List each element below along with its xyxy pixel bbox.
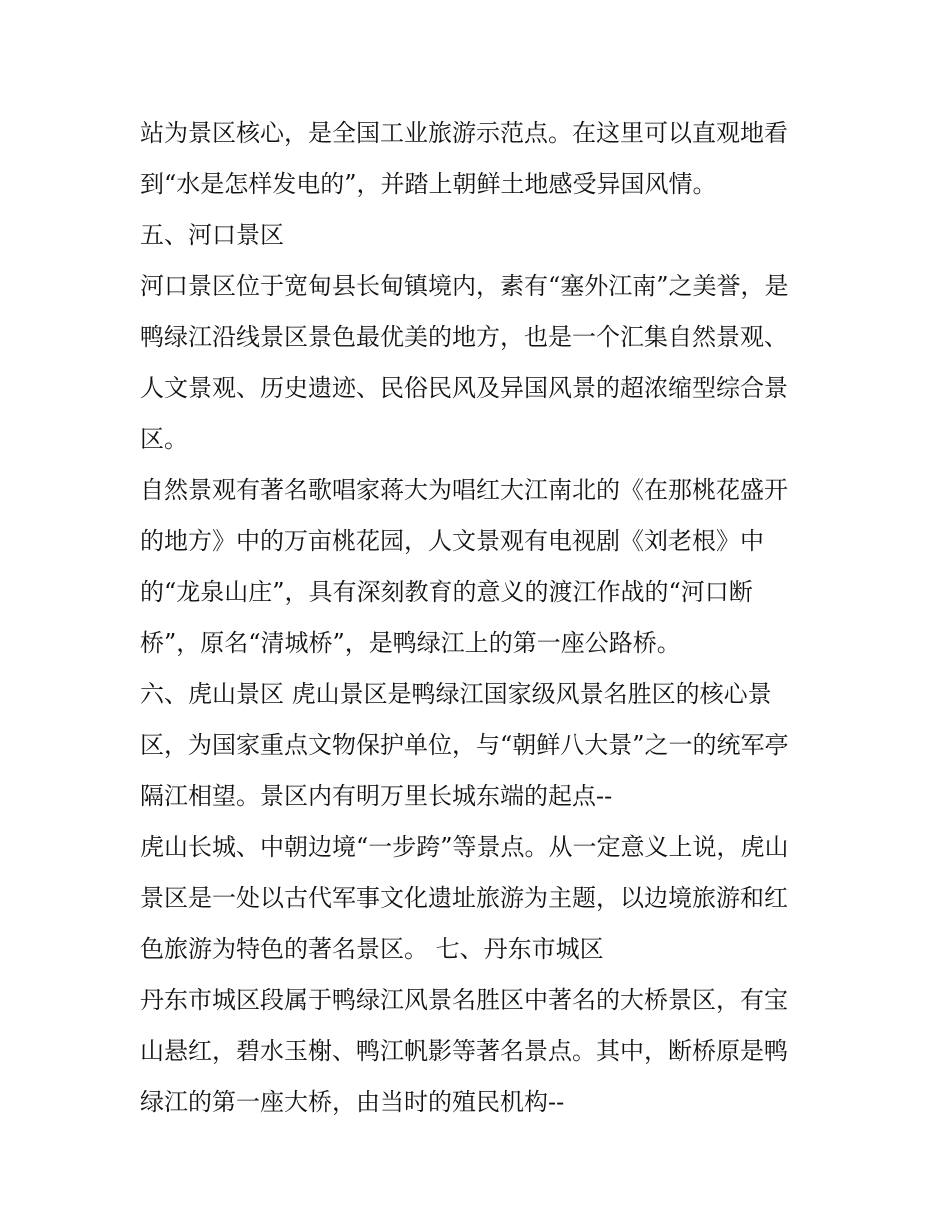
text-line: 丹东市城区段属于鸭绿江风景名胜区中著名的大桥景区，有宝 bbox=[140, 986, 788, 1014]
text-line: 绿江的第一座大桥，由当时的殖民机构-- bbox=[140, 1088, 565, 1116]
text-line: 人文景观、历史遗迹、民俗民风及异国风景的超浓缩型综合景 bbox=[140, 374, 788, 402]
text-line: 的“龙泉山庄”，具有深刻教育的意义的渡江作战的“河口断 bbox=[140, 578, 753, 606]
text-line: 的地方》中的万亩桃花园，人文景观有电视剧《刘老根》中 bbox=[140, 527, 764, 555]
text-line: 色旅游为特色的著名景区。 七、丹东市城区 bbox=[140, 935, 604, 963]
text-line: 区，为国家重点文物保护单位，与“朝鲜八大景”之一的统军亭 bbox=[140, 731, 789, 759]
text-line: 虎山长城、中朝边境“一步跨”等景点。从一定意义上说，虎山 bbox=[140, 833, 789, 861]
text-line: 山悬红，碧水玉榭、鸭江帆影等著名景点。其中，断桥原是鸭 bbox=[140, 1037, 788, 1065]
text-line: 自然景观有著名歌唱家蒋大为唱红大江南北的《在那桃花盛开 bbox=[140, 476, 788, 504]
text-line: 到“水是怎样发电的”，并踏上朝鲜土地感受异国风情。 bbox=[140, 170, 717, 198]
text-line: 河口景区位于宽甸县长甸镇境内，素有“塞外江南”之美誉，是 bbox=[140, 272, 789, 300]
text-line: 桥”，原名“清城桥”，是鸭绿江上的第一座公路桥。 bbox=[140, 629, 681, 657]
text-line: 景区是一处以古代军事文化遗址旅游为主题，以边境旅游和红 bbox=[140, 884, 788, 912]
text-line: 区。 bbox=[140, 425, 188, 453]
document-body bbox=[140, 108, 820, 1128]
text-line: 鸭绿江沿线景区景色最优美的地方，也是一个汇集自然景观、 bbox=[140, 323, 788, 351]
section-heading: 五、河口景区 bbox=[140, 221, 284, 249]
section-heading-line: 六、虎山景区 虎山景区是鸭绿江国家级风景名胜区的核心景 bbox=[140, 680, 772, 708]
text-line: 隔江相望。景区内有明万里长城东端的起点-- bbox=[140, 782, 613, 810]
text-line: 站为景区核心，是全国工业旅游示范点。在这里可以直观地看 bbox=[140, 119, 788, 147]
